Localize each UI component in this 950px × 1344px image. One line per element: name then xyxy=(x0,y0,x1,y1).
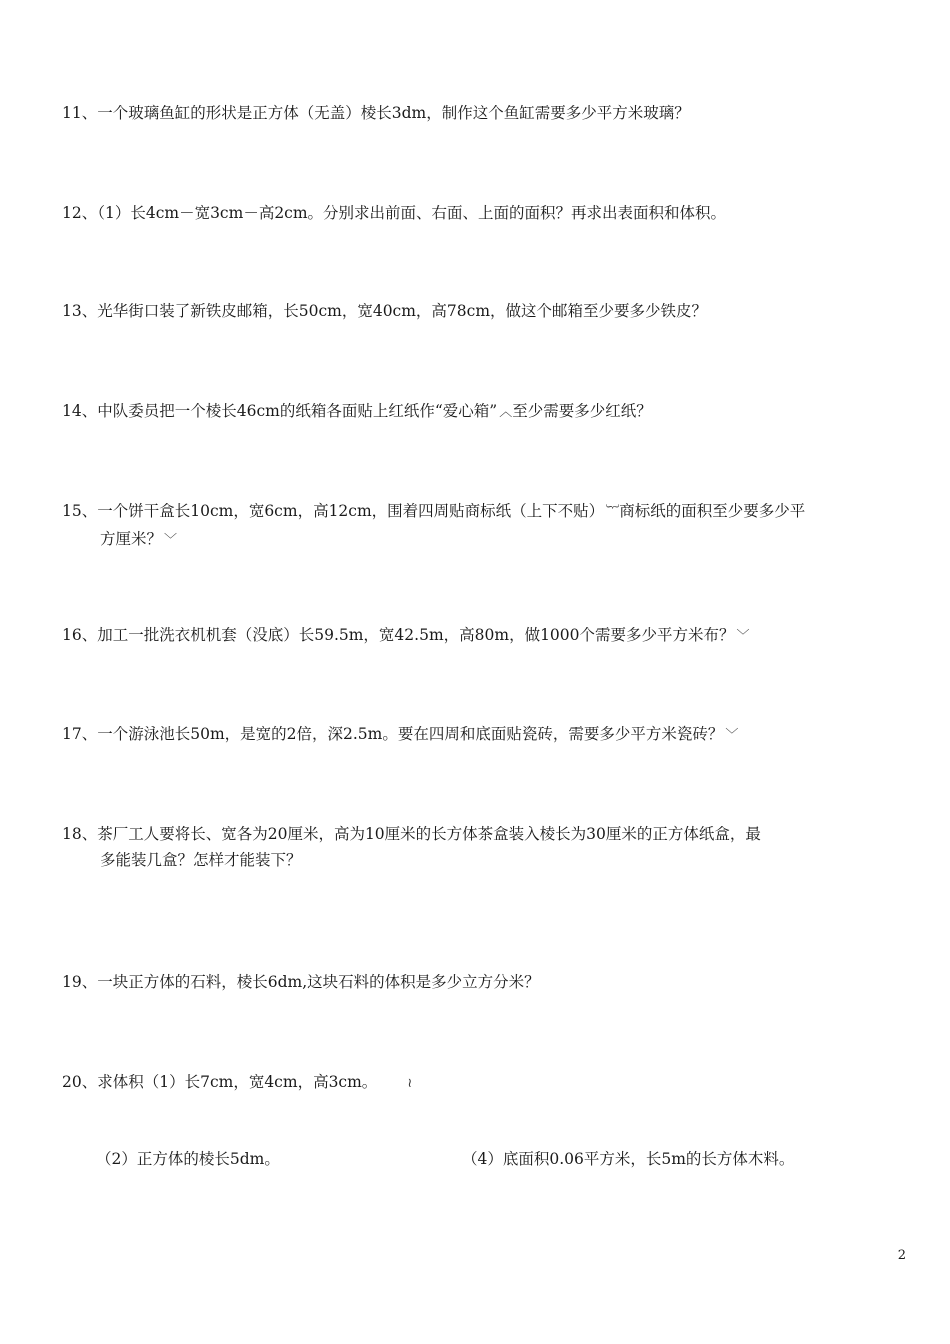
question-17-text: 17、一个游泳池长50m，是宽的2倍，深2.5m。要在四周和底面贴瓷砖，需要多少平方米瓷砖？ xyxy=(62,725,724,743)
question-16 xyxy=(62,622,910,650)
question-13-text: 13、光华街口装了新铁皮邮箱，长50cm，宽40cm，高78cm，做这个邮箱至少要多少铁皮？ xyxy=(62,302,708,320)
question-20-mark: ≀ xyxy=(407,1076,413,1091)
sub-item-2-text: （2）正方体的棱长5dm。 xyxy=(96,1150,280,1168)
question-12-text: 12、（1）长4cm－宽3cm－高2cm。分别求出前面、右面、上面的面积？再求出表面积和体积。 xyxy=(62,204,727,222)
question-19-text: 19、一块正方体的石料，棱长6dm,这块石料的体积是多少立方分米？ xyxy=(62,973,540,991)
question-14-mark: ︿ xyxy=(499,405,513,420)
question-18-line2: 多能装几盒？怎样才能装下？ xyxy=(100,851,302,869)
question-19 xyxy=(62,969,910,995)
question-14-text: 14、中队委员把一个棱长46cm的纸箱各面贴上红纸作“爱心箱” xyxy=(62,402,498,420)
question-11-text: 11、一个玻璃鱼缸的形状是正方体（无盖）棱长3dm，制作这个鱼缸需要多少平方米玻璃？ xyxy=(62,104,690,122)
question-15-line1: 15、一个饼干盒长10cm，宽6cm，高12cm，围着四周贴商标纸（上下不贴） xyxy=(62,502,605,520)
question-15-line2: 方厘米？ xyxy=(100,530,163,548)
question-15-line1-after: 商标纸的面积至少要多少平 xyxy=(619,502,806,520)
question-20 xyxy=(62,1069,910,1097)
question-15 xyxy=(62,498,910,554)
question-17-mark: ﹀ xyxy=(725,728,739,743)
question-15-mark-mid: ︸ xyxy=(606,505,620,520)
sub-item-4 xyxy=(462,1146,794,1172)
question-11 xyxy=(62,100,910,126)
question-13 xyxy=(62,298,910,324)
question-18-line1: 18、茶厂工人要将长、宽各为20厘米，高为10厘米的长方体茶盒装入棱长为30厘米的正方体纸盒，最 xyxy=(62,825,761,843)
question-12 xyxy=(62,200,910,226)
sub-item-4-text: （4）底面积0.06平方米，长5m的长方体木料。 xyxy=(462,1150,795,1168)
question-16-mark: ﹀ xyxy=(736,629,750,644)
question-15-mark: ﹀ xyxy=(164,533,178,548)
sub-item-2 xyxy=(96,1146,280,1172)
question-14 xyxy=(62,398,910,426)
question-17 xyxy=(62,721,910,749)
page-number: 2 xyxy=(897,1248,906,1263)
question-18 xyxy=(62,821,910,873)
question-14-text-after: 至少需要多少红纸？ xyxy=(512,402,652,420)
question-16-text: 16、加工一批洗衣机机套（没底）长59.5m，宽42.5m，高80m，做1000个需要多少平方米布？ xyxy=(62,626,735,644)
question-20-text: 20、求体积（1）长7cm，宽4cm，高3cm。 xyxy=(62,1073,378,1091)
